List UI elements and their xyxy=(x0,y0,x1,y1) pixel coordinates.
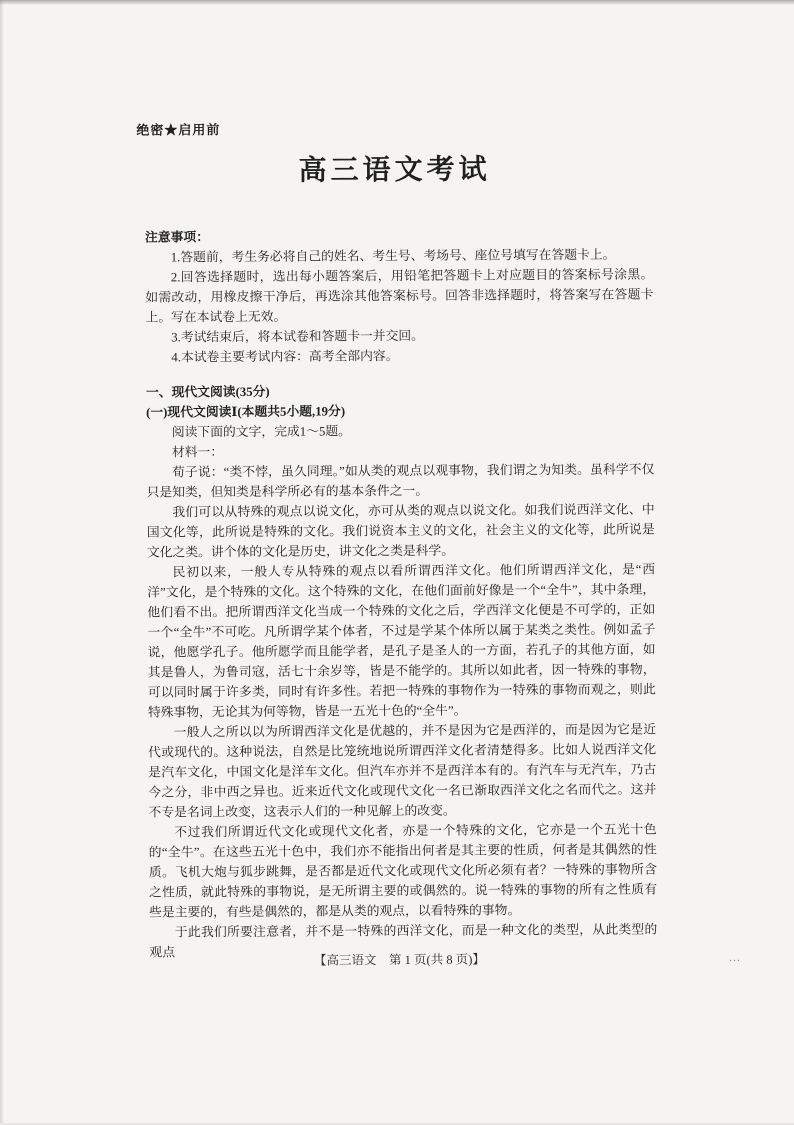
scan-speck-artifact: … xyxy=(728,949,742,964)
reading-instruction: 阅读下面的文字，完成1～5题。 xyxy=(171,424,351,440)
notice-item-4: 4.本试卷主要考试内容：高考全部内容。 xyxy=(171,348,399,365)
page-number-footer: 【高三语文 第 1 页(共 8 页)】 xyxy=(313,952,485,968)
body-paragraph-5: 不过我们所谓近代文化或现代文化者，亦是一个特殊的文化，它亦是一个五光十色的“全牛”。在这些五光十色中，我们亦不能指出何者是其主要的性质，何者是其偶然的性质。飞机大炮与狐步跳舞，是否都是近代文化或现代文化所必须有者？一特殊的事物所含之性质，就此特殊的事物说，是无所谓主要的或偶然的。说一特殊的事物的所有之性质有些是主要的，有些是偶然的，都是从类的观点，以看特殊的事物。 xyxy=(148,822,658,920)
notice-item-2: 2.回答选择题时，选出每小题答案后，用铅笔把答题卡上对应题目的答案标号涂黑。如需改动，用橡皮擦干净后，再选涂其他答案标号。回答非选择题时，将答案写在答题卡上。写在本试卷上无效。 xyxy=(145,267,654,325)
material-one-label: 材料一： xyxy=(171,445,224,460)
body-paragraph-2: 我们可以从特殊的观点以说文化，亦可从类的观点以说文化。如我们说西洋文化、中国文化等，此所说是特殊的文化。我们说资本主义的文化，社会主义的文化等，此所说是文化之类。讲个体的文化是历史，讲文化之类是科学。 xyxy=(146,502,655,560)
exam-title: 高三语文考试 xyxy=(298,154,491,187)
body-paragraph-4: 一般人之所以以为所谓西洋文化是优越的，并不是因为它是西洋的，而是因为它是近代或现代的。这种说法，自然是比笼统地说所谓西洋文化者清楚得多。比如人说西洋文化是汽车文化，中国文化是洋车文化。但汽车亦并不是西洋本有的。有汽车与无汽车，乃古今之分，非中西之异也。近来近代文化或现代文化一名已渐取西洋文化之名而代之。这并不专是名词上改变，这表示人们的一种见解上的改变。 xyxy=(148,722,657,820)
notice-heading: 注意事项： xyxy=(144,230,210,245)
subsection-heading-reading-1: (一)现代文阅读Ⅰ(本题共5小题,19分) xyxy=(146,404,346,420)
classification-label: 绝密★启用前 xyxy=(136,122,221,138)
notice-item-1: 1.答题前，考生务必将自己的姓名、考生号、考场号、座位号填写在答题卡上。 xyxy=(170,247,616,265)
exam-content xyxy=(145,224,657,962)
body-paragraph-6: 于此我们所要注意者，并不是一特殊的西洋文化，而是一种文化的类型，从此类型的观点 xyxy=(149,922,658,960)
notice-item-3: 3.考试结束后，将本试卷和答题卡一并交回。 xyxy=(171,328,425,345)
section-heading-modern-reading: 一、现代文阅读(35分) xyxy=(145,384,270,400)
body-paragraph-3: 民初以来，一般人专从特殊的观点以看所谓西洋文化。他们所谓西洋文化，是“西洋”文化，是个特殊的文化。这个特殊的文化，在他们面前好像是一个“全牛”，其中条理，他们看不出。把所谓西洋文化当成一个特殊的文化之后，学西洋文化便是不可学的，正如一个“全牛”不可吃。凡所谓学某个体者，不过是学某个体所以属于某类之类性。例如孟子说，他愿学孔子。他所愿学而且能学者，是孔子是圣人的一方面，若孔子的其他方面，如其是鲁人，为鲁司寇，活七十余岁等，皆是不能学的。其所以如此者，因一特殊的事物，可以同时属于许多类，同时有许多性。若把一特殊的事物作为一特殊的事物而观之，则此特殊事物，无论其为何等物，皆是一五光十色的“全牛”。 xyxy=(147,562,656,720)
body-paragraph-1: 荀子说：“类不悖，虽久同理。”如从类的观点以观事物，我们谓之为知类。虽科学不仅只是知类，但知类是科学所必有的基本条件之一。 xyxy=(146,462,655,500)
